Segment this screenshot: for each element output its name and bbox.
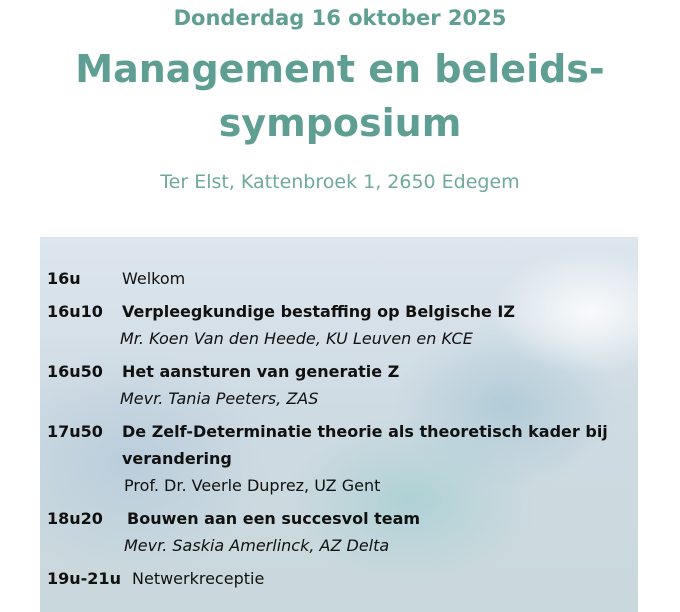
- program-title: Bouwen aan een succesvol team: [127, 509, 421, 528]
- program-speaker: Mevr. Saskia Amerlinck, AZ Delta: [124, 536, 390, 555]
- event-title: [0, 42, 680, 150]
- program-time: 19u-21u: [47, 569, 121, 588]
- program-panel: [40, 237, 638, 612]
- program-time: 16u50: [47, 362, 103, 381]
- program-title: Welkom: [122, 269, 186, 288]
- program-speaker: Prof. Dr. Veerle Duprez, UZ Gent: [124, 476, 381, 495]
- program-speaker: Mr. Koen Van den Heede, KU Leuven en KCE: [120, 329, 473, 348]
- program-time: 16u10: [47, 302, 103, 321]
- program-title-continued: verandering: [122, 449, 232, 468]
- title-line-1: Management en beleids-: [75, 47, 605, 91]
- program-time: 17u50: [47, 422, 103, 441]
- program-time: 18u20: [47, 509, 103, 528]
- program-title: Netwerkreceptie: [132, 569, 265, 588]
- program-speaker: Mevr. Tania Peeters, ZAS: [120, 389, 319, 408]
- program-time: 16u: [47, 269, 81, 288]
- program-title: De Zelf-Determinatie theorie als theoretisch kader bij: [122, 422, 608, 441]
- program-title: Verpleegkundige bestaffing op Belgische IZ: [122, 302, 515, 321]
- event-date: Donderdag 16 oktober 2025: [173, 6, 507, 30]
- title-line-2: symposium: [218, 101, 462, 145]
- event-location: Ter Elst, Kattenbroek 1, 2650 Edegem: [160, 171, 520, 193]
- program-title: Het aansturen van generatie Z: [122, 362, 400, 381]
